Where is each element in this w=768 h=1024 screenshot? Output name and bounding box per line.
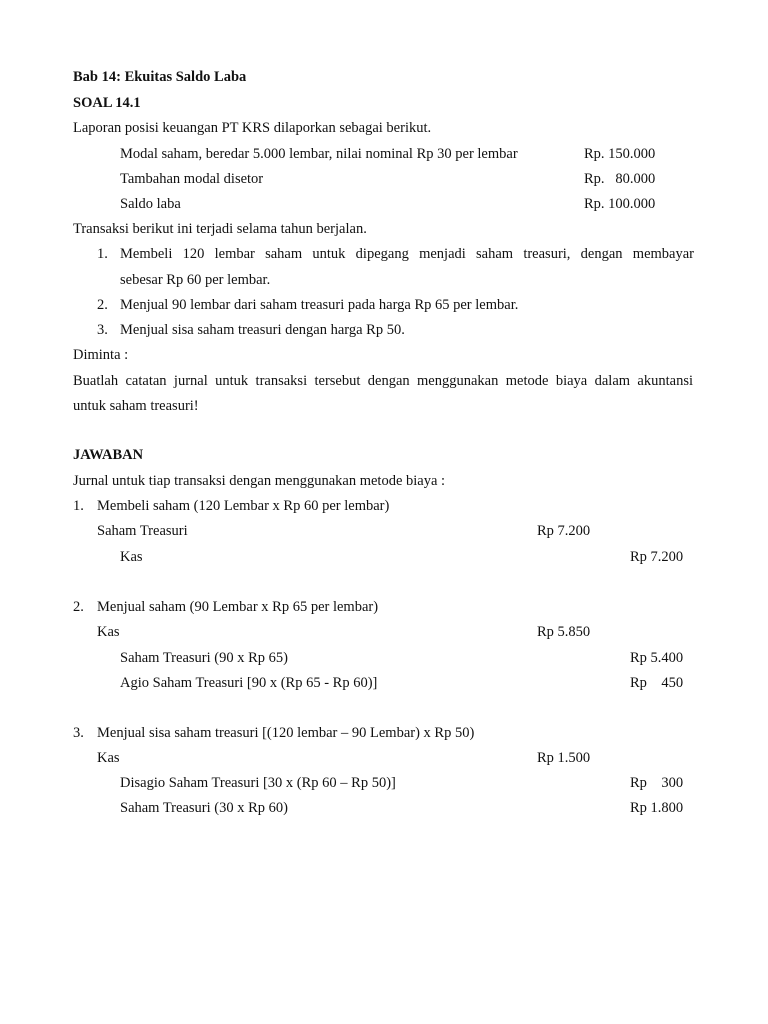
chapter-title: Bab 14: Ekuitas Saldo Laba — [73, 69, 247, 85]
balance-label: Tambahan modal disetor — [120, 171, 264, 187]
list-number: 3. — [73, 725, 84, 741]
journal-heading: Menjual saham (90 Lembar x Rp 65 per lembar) — [97, 599, 379, 615]
credit-account: Saham Treasuri (30 x Rp 60) — [120, 800, 288, 816]
transaction-text: Menjual sisa saham treasuri dengan harga Rp 50. — [120, 322, 405, 338]
balance-value: Rp. 150.000 — [584, 146, 656, 162]
list-number: 3. — [97, 322, 108, 338]
debit-account: Kas — [97, 624, 120, 640]
required-text-cont: untuk saham treasuri! — [73, 398, 199, 414]
required-text: Buatlah catatan jurnal untuk transaksi tersebut dengan menggunakan metode biaya dalam akuntansi — [73, 373, 693, 389]
transaction-text: Membeli 120 lembar saham untuk dipegang menjadi saham treasuri, dengan membayar — [120, 246, 694, 262]
credit-amount: Rp 7.200 — [630, 549, 684, 565]
credit-account: Saham Treasuri (90 x Rp 65) — [120, 650, 288, 666]
answer-title: JAWABAN — [73, 447, 144, 463]
credit-amount: Rp 5.400 — [630, 650, 684, 666]
balance-value: Rp. 100.000 — [584, 196, 656, 212]
credit-account: Agio Saham Treasuri [90 x (Rp 65 - Rp 60)] — [120, 675, 378, 691]
debit-account: Kas — [97, 750, 120, 766]
problem-title: SOAL 14.1 — [73, 95, 141, 111]
list-number: 2. — [97, 297, 108, 313]
answer-intro: Jurnal untuk tiap transaksi dengan menggunakan metode biaya : — [73, 473, 446, 489]
debit-amount: Rp 5.850 — [537, 624, 591, 640]
list-number: 1. — [97, 246, 108, 262]
transaction-text-cont: sebesar Rp 60 per lembar. — [120, 272, 271, 288]
debit-amount: Rp 1.500 — [537, 750, 591, 766]
transactions-intro: Transaksi berikut ini terjadi selama tahun berjalan. — [73, 221, 367, 237]
journal-heading: Menjual sisa saham treasuri [(120 lembar – 90 Lembar) x Rp 50) — [97, 725, 475, 741]
list-number: 1. — [73, 498, 84, 514]
credit-amount: Rp 300 — [630, 775, 684, 791]
credit-account: Kas — [120, 549, 143, 565]
credit-amount: Rp 450 — [630, 675, 684, 691]
debit-account: Saham Treasuri — [97, 523, 188, 539]
debit-amount: Rp 7.200 — [537, 523, 591, 539]
balance-value: Rp. 80.000 — [584, 171, 656, 187]
credit-amount: Rp 1.800 — [630, 800, 684, 816]
balance-label: Modal saham, beredar 5.000 lembar, nilai nominal Rp 30 per lembar — [120, 146, 518, 162]
list-number: 2. — [73, 599, 84, 615]
transaction-text: Menjual 90 lembar dari saham treasuri pada harga Rp 65 per lembar. — [120, 297, 519, 313]
journal-heading: Membeli saham (120 Lembar x Rp 60 per lembar) — [97, 498, 390, 514]
intro-text: Laporan posisi keuangan PT KRS dilaporkan sebagai berikut. — [73, 120, 432, 136]
balance-label: Saldo laba — [120, 196, 181, 212]
credit-account: Disagio Saham Treasuri [30 x (Rp 60 – Rp 50)] — [120, 775, 396, 791]
required-label: Diminta : — [73, 347, 129, 363]
